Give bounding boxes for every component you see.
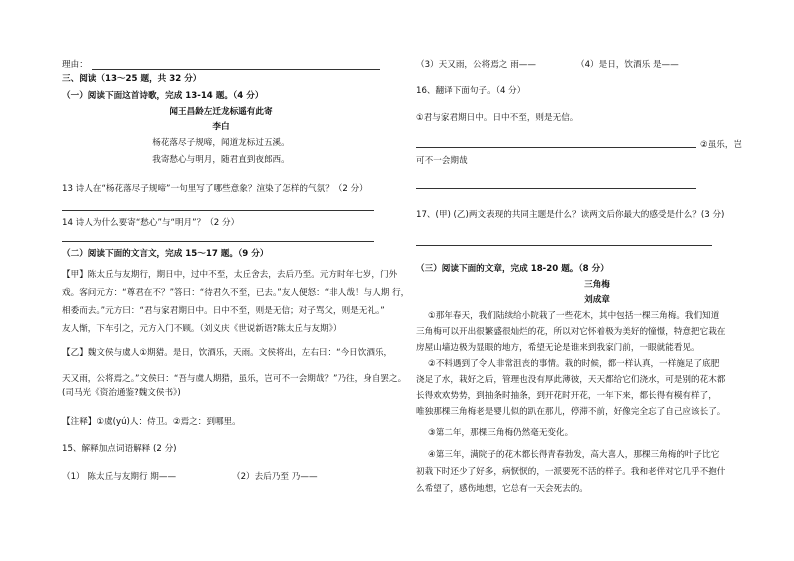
q14-answer-line: [62, 241, 374, 242]
section3-heading: 三、阅读（13～25 题，共 32 分）: [62, 74, 202, 84]
q15-item-1: （1） 陈太丘与友期行 期——: [62, 472, 177, 482]
q17-answer-line: [416, 245, 712, 246]
part1-heading: （一）阅读下面这首诗歌，完成 13-14 题。（4 分）: [62, 91, 264, 101]
essay-p1-line-1: ①那年春天，我们陆续给小院栽了一些花木，其中包括一棵三角梅。我们知道: [428, 311, 720, 321]
poem-author: 李白: [212, 122, 230, 132]
q16-sentence-1: ①君与家君期日中。日中不至，则是无信。: [416, 113, 579, 123]
essay-p1-line-2: 三角梅可以开出很繁盛很灿烂的花，所以对它怀着极为美好的憧憬，特意把它栽在: [416, 327, 726, 337]
jia-line-3: 相委而去。”元方曰：“君与家君期日中。日中不至，则是无信；对子骂父，则是无礼。”: [62, 306, 385, 316]
question-16: 16、翻译下面句子。（4 分）: [416, 86, 526, 96]
essay-p1-line-3: 房屋山墙边极为显眼的地方，希望无论是谁来到我家门前，一眼就能看见。: [416, 343, 700, 353]
poem-line-1: 杨花落尽子规啼，闻道龙标过五溪。: [152, 138, 290, 148]
essay-p2-line-4: 唯独那棵三角梅老是婴儿似的趴在那儿，停滞不前，好像完全忘了自己应该长了。: [416, 407, 726, 417]
essay-p2-line-1: ②不料遇到了令人非常沮丧的事情。栽的时候，都一样认真，一样施足了底肥: [428, 359, 720, 369]
q15-item-4: （4）是日，饮酒乐 是——: [576, 60, 679, 70]
question-13: 13 诗人在“杨花落尽子规啼”一句里写了哪些意象？渲染了怎样的气氛？（2 分）: [62, 184, 368, 194]
question-17: 17、(甲) (乙)两文表现的共同主题是什么？读两文后你最大的感受是什么？(3 分): [416, 210, 725, 220]
yi-line-2: 天又雨，公将焉之。”文侯曰：“吾与虞人期猎，虽乐，岂可不一会期哉？”乃往，身自罢之。: [62, 374, 407, 384]
essay-p2-line-2: 浇足了水，栽好之后，管理也没有厚此薄彼，天天都给它们浇水，可是别的花木都: [416, 375, 726, 385]
essay-title: 三角梅: [584, 280, 610, 290]
q16-answer-line-2: [416, 188, 696, 189]
essay-p4-line-1: ④第三年，满院子的花木都长得青春勃发，高大喜人，那棵三角梅的叶子比它: [428, 450, 720, 460]
question-15: 15、解释加点词语解释 (2 分): [62, 444, 177, 454]
reason-label: 理由：: [62, 60, 88, 70]
q16-sentence-2-head: ②虽乐，岂: [700, 140, 743, 150]
yi-line-1: 【乙】魏文侯与虞人①期猎。是日，饮酒乐，天雨。文侯将出，左右曰：“今日饮酒乐，: [62, 348, 393, 358]
q15-item-2: （2）去后乃至 乃——: [232, 472, 318, 482]
part2-heading: （二）阅读下面的文言文，完成 15～17 题。（9 分）: [62, 249, 269, 259]
q13-answer-line: [62, 210, 374, 211]
annotation-note: 【注释】①虞(yú)人：侍卫。②焉之：到哪里。: [62, 417, 241, 427]
part3-heading: （三）阅读下面的文章，完成 18-20 题。（8 分）: [416, 264, 609, 274]
essay-p2-line-3: 长得欢欢势势，到抽条时抽条，到开花时开花，一年下来，都长得有模有样了，: [416, 391, 717, 401]
jia-line-1: 【甲】陈太丘与友期行，期日中，过中不至，太丘舍去，去后乃至。元方时年七岁，门外: [62, 270, 398, 280]
essay-author: 刘成章: [584, 295, 610, 305]
essay-p3-line-1: ③第二年，那棵三角梅仍然毫无变化。: [428, 428, 574, 438]
reason-answer-line: [92, 69, 380, 70]
poem-line-2: 我寄愁心与明月，随君直到夜郎西。: [152, 155, 290, 165]
question-14: 14 诗人为什么要寄“愁心”与“明月”？（2 分）: [62, 218, 240, 228]
yi-line-3: (司马光《资治通鉴?魏文侯书》): [62, 388, 181, 398]
essay-p4-line-3: 么希望了，感伤地想，它总有一天会死去的。: [416, 484, 588, 494]
q16-answer-line-1: [416, 147, 696, 148]
q15-item-3: （3）天又雨，公将焉之 雨——: [416, 60, 536, 70]
poem-title: 闻王昌龄左迁龙标遥有此寄: [169, 107, 273, 117]
essay-p4-line-2: 初栽下时还少了好多，病恹恹的，一派要死不活的样子。我和老伴对它几乎不抱什: [416, 467, 726, 477]
jia-line-4: 友人惭，下车引之，元方入门不顾。（刘义庆《世说新语?陈太丘与友期》）: [62, 324, 342, 334]
right-column: [400, 0, 794, 561]
q16-sentence-2-tail: 可不一会期哉: [416, 156, 468, 166]
jia-line-2: 戏。客问元方：“尊君在不？”答曰：“待君久不至，已去。”友人便怒：“非人哉！与人期 行，: [62, 288, 410, 298]
